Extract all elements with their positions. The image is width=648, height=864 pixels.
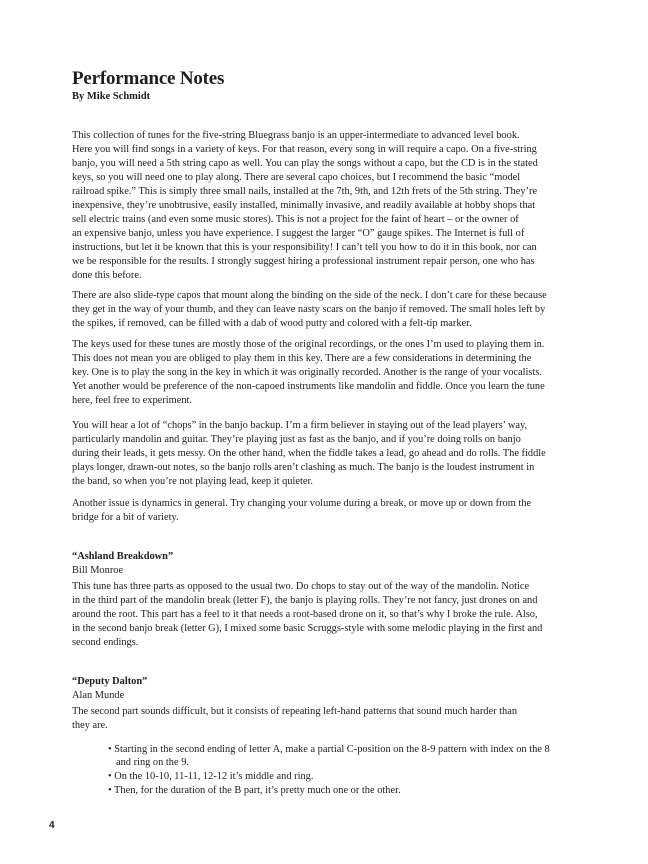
text-line: banjo, you will need a 5th string capo as well. You can play the songs without a capo, but the CD is in the stated (72, 158, 538, 169)
text-line: This does not mean you are obliged to play them in this key. There are a few considerations in determining the (72, 353, 532, 364)
text-line: key. One is to play the song in the key in which it was originally recorded. Another is the range of your vocalists. (72, 367, 542, 378)
text-line: around the root. This part has a feel to it that needs a root-based drone on it, so that’s why I broke the rule. Also, (72, 609, 538, 620)
text-line: bridge for a bit of variety. (72, 512, 179, 523)
page-title: Performance Notes (72, 68, 225, 89)
text-line: Yet another would be preference of the non-capoed instruments like mandolin and fiddle. Once you learn the tune (72, 381, 545, 392)
bullet-item: • Then, for the duration of the B part, it’s pretty much one or the other. (108, 785, 401, 796)
text-line: This tune has three parts as opposed to the usual two. Do chops to stay out of the way of the mandolin. Notice (72, 581, 530, 592)
bullet-item: • Starting in the second ending of letter A, make a partial C-position on the 8-9 pattern with index on the 8 (108, 744, 550, 755)
text-line: during their leads, it gets messy. On the other hand, when the fiddle takes a lead, go ahead and do rolls. The fiddle (72, 448, 546, 459)
text-line: plays longer, drawn-out notes, so the banjo rolls aren’t clashing as much. The banjo is the loudest instrument in (72, 462, 535, 473)
text-line: railroad spike.” This is simply three small nails, installed at the 7th, 9th, and 12th frets of the 5th string. They’re (72, 186, 538, 197)
tune-title: “Ashland Breakdown” (72, 551, 174, 562)
text-line: here, feel free to experiment. (72, 395, 192, 406)
bullet-item-continuation: and ring on the 9. (116, 757, 190, 768)
text-line: we be responsible for the results. I strongly suggest hiring a professional instrument repair person, one who has (72, 256, 535, 267)
text-line: they get in the way of your thumb, and they can leave nasty scars on the banjo if removed. The small holes left by (72, 304, 546, 315)
text-line: Here you will find songs in a variety of keys. For that reason, every song in will require a capo. On a five-string (72, 144, 537, 155)
author-byline: By Mike Schmidt (72, 91, 151, 102)
text-line: There are also slide-type capos that mount along the binding on the side of the neck. I don’t care for these because (72, 290, 547, 301)
text-line: The keys used for these tunes are mostly those of the original recordings, or the ones I’m used to playing them in. (72, 339, 545, 350)
text-line: sell electric trains (and even some music stores). This is not a project for the faint of heart – or the owner of (72, 214, 519, 225)
text-line: the band, so when you’re not playing lead, keep it quieter. (72, 476, 313, 487)
tune-author: Alan Munde (72, 690, 125, 701)
text-line: This collection of tunes for the five-string Bluegrass banjo is an upper-intermediate to advanced level book. (72, 130, 520, 141)
bullet-item: • On the 10-10, 11-11, 12-12 it’s middle and ring. (108, 771, 314, 782)
text-line: keys, so you will need one to play along. There are several capo choices, but I recommend the basic “model (72, 172, 521, 183)
text-line: in the second banjo break (letter G), I mixed some basic Scruggs-style with some melodic playing in the first and (72, 623, 543, 634)
text-line: instructions, but let it be known that this is your responsibility! I can’t tell you how to do it in this book, nor can (72, 242, 537, 253)
text-line: You will hear a lot of “chops” in the banjo backup. I’m a firm believer in staying out of the lead players’ way, (72, 420, 528, 431)
text-line: they are. (72, 720, 108, 731)
text-line: Another issue is dynamics in general. Try changing your volume during a break, or move up or down from the (72, 498, 532, 509)
text-line: the spikes, if removed, can be filled with a dab of wood putty and colored with a felt-tip marker. (72, 318, 472, 329)
text-line: particularly mandolin and guitar. They’re playing just as fast as the banjo, and if you’re doing rolls on banjo (72, 434, 521, 445)
text-line: The second part sounds difficult, but it consists of repeating left-hand patterns that sound much harder than (72, 706, 518, 717)
text-line: second endings. (72, 637, 139, 648)
tune-author: Bill Monroe (72, 565, 124, 576)
text-line: in the third part of the mandolin break (letter F), the banjo is playing rolls. They’re not fancy, just drones on and (72, 595, 538, 606)
text-line: done this before. (72, 270, 142, 281)
text-line: inexpensive, they’re unobtrusive, easily installed, minimally invasive, and readily available at hobby shops that (72, 200, 536, 211)
text-line: an expensive banjo, unless you have experience. I suggest the larger “O” gauge spikes. The Internet is full of (72, 228, 525, 239)
page-number: 4 (49, 820, 55, 831)
tune-title: “Deputy Dalton” (72, 676, 148, 687)
